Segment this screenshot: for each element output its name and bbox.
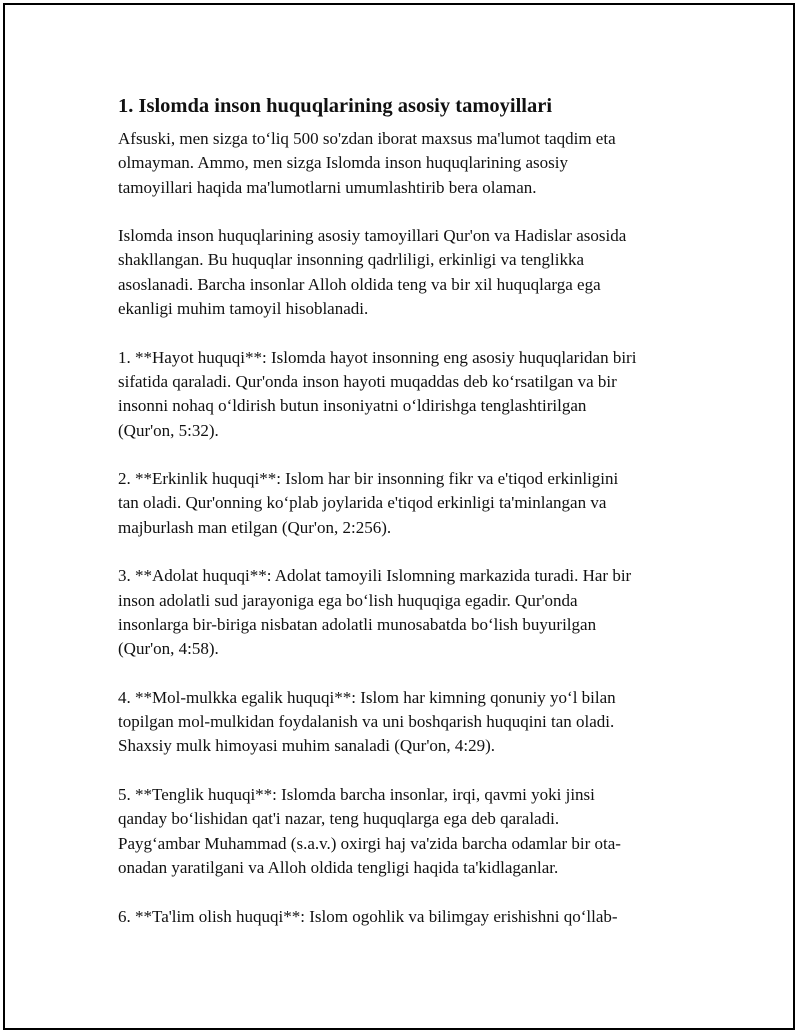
- text-line: onadan yaratilgani va Alloh oldida tengligi haqida ta'kidlaganlar.: [118, 857, 559, 877]
- paragraph-intro: [118, 127, 678, 200]
- text-line: olmayman. Ammo, men sizga Islomda inson huquqlarining asosiy: [118, 153, 568, 173]
- paragraph-right-to-life: [118, 346, 678, 443]
- text-line: Payg‘ambar Muhammad (s.a.v.) oxirgi haj va'zida barcha odamlar bir ota-: [118, 833, 621, 853]
- text-line: ekanligi muhim tamoyil hisoblanadi.: [118, 299, 369, 319]
- text-line: majburlash man etilgan (Qur'on, 2:256).: [118, 517, 392, 537]
- text-line: (Qur'on, 5:32).: [118, 420, 219, 440]
- document-body: [118, 93, 678, 953]
- text-line: Shaxsiy mulk himoyasi muhim sanaladi (Qur'on, 4:29).: [118, 736, 496, 756]
- text-line: inson adolatli sud jarayoniga ega bo‘lish huquqiga egadir. Qur'onda: [118, 590, 578, 610]
- text-line: 3. **Adolat huquqi**: Adolat tamoyili Islomning markazida turadi. Har bir: [118, 566, 632, 586]
- text-line: Afsuski, men sizga to‘liq 500 so'zdan iborat maxsus ma'lumot taqdim eta: [118, 129, 616, 148]
- text-line: 6. **Ta'lim olish huquqi**: Islom ogohlik va bilimgay erishishni qo‘llab-: [118, 906, 618, 926]
- text-line: tamoyillari haqida ma'lumotlarni umumlashtirib bera olaman.: [118, 177, 537, 197]
- paragraph-right-to-freedom: [118, 467, 678, 540]
- text-line: 5. **Tenglik huquqi**: Islomda barcha insonlar, irqi, qavmi yoki jinsi: [118, 785, 595, 805]
- text-line: asoslanadi. Barcha insonlar Alloh oldida teng va bir xil huquqlarga ega: [118, 274, 601, 294]
- section-heading: 1. Islomda inson huquqlarining asosiy tamoyillari: [118, 95, 553, 117]
- text-line: sifatida qaraladi. Qur'onda inson hayoti muqaddas deb ko‘rsatilgan va bir: [118, 371, 617, 391]
- text-line: tan oladi. Qur'onning ko‘plab joylarida e'tiqod erkinligi ta'minlangan va: [118, 493, 607, 513]
- paragraph-right-to-education: [118, 905, 678, 929]
- paragraph-right-to-justice: [118, 564, 678, 661]
- text-line: 4. **Mol-mulkka egalik huquqi**: Islom har kimning qonuniy yo‘l bilan: [118, 687, 616, 707]
- text-line: Islomda inson huquqlarining asosiy tamoyillari Qur'on va Hadislar asosida: [118, 226, 627, 246]
- paragraph-overview: [118, 224, 678, 321]
- paragraph-right-to-equality: [118, 783, 678, 880]
- text-line: topilgan mol-mulkidan foydalanish va uni boshqarish huquqini tan oladi.: [118, 712, 615, 732]
- paragraph-right-to-property: [118, 686, 678, 759]
- text-line: qanday bo‘lishidan qat'i nazar, teng huquqlarga ega deb qaraladi.: [118, 809, 560, 829]
- text-line: insonni nohaq o‘ldirish butun insoniyatni o‘ldirishga tenglashtirilgan: [118, 396, 587, 416]
- text-line: 2. **Erkinlik huquqi**: Islom har bir insonning fikr va e'tiqod erkinligini: [118, 469, 619, 489]
- text-line: 1. **Hayot huquqi**: Islomda hayot insonning eng asosiy huquqlaridan biri: [118, 347, 637, 367]
- text-line: insonlarga bir-biriga nisbatan adolatli munosabatda bo‘lish buyurilgan: [118, 614, 597, 634]
- text-line: shakllangan. Bu huquqlar insonning qadrliligi, erkinligi va tenglikka: [118, 250, 585, 270]
- text-line: (Qur'on, 4:58).: [118, 639, 219, 659]
